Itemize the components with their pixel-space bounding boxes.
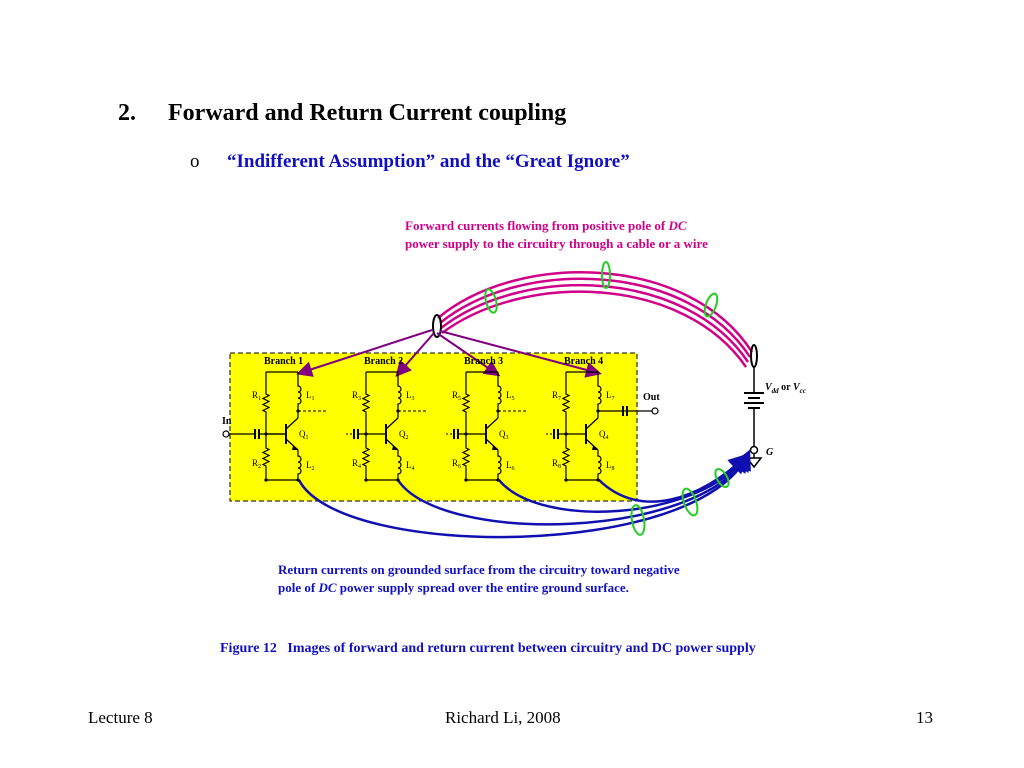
- branch-title-1: Branch 1: [264, 356, 304, 367]
- forward-coupling-loops: [483, 262, 720, 318]
- forward-note-dc: DC: [668, 218, 687, 233]
- dc-supply: [744, 367, 764, 467]
- branch-title-2: Branch 2: [364, 356, 404, 367]
- l-top-label-1: $L_1$: [306, 390, 315, 402]
- forward-note-line2: power supply to the circuitry through a cable or a wire: [405, 236, 708, 251]
- in-label: In: [222, 416, 232, 427]
- subheading-text: “Indifferent Assumption” and the “Great Ignore”: [227, 151, 630, 172]
- forward-connector-right: [751, 345, 757, 367]
- forward-current-note: [405, 217, 785, 253]
- r-bot-label-1: $R_2$: [252, 458, 262, 470]
- r-top-label-4: $R_7$: [552, 390, 562, 402]
- heading-text: Forward and Return Current coupling: [168, 100, 567, 126]
- footer-left: Lecture 8: [88, 708, 153, 727]
- return-note-line2-post: power supply spread over the entire ground surface.: [336, 580, 629, 595]
- return-note-line1: Return currents on grounded surface from the circuitry toward negative: [278, 562, 680, 577]
- out-label: Out: [643, 392, 660, 403]
- r-bot-label-3: $R_6$: [452, 458, 462, 470]
- r-top-label-2: $R_3$: [352, 390, 362, 402]
- l-bot-label-4: $L_8$: [606, 460, 615, 472]
- q-label-3: $Q_3$: [499, 429, 509, 441]
- footer-center: Richard Li, 2008: [445, 708, 561, 727]
- supply-label: $V_{dd}$ or $V_{cc}$: [765, 382, 806, 395]
- footer-page-number: 13: [916, 708, 933, 727]
- circuit-board: [230, 353, 637, 501]
- r-top-label-3: $R_5$: [452, 390, 462, 402]
- return-current-note: [278, 561, 778, 597]
- branch-title-4: Branch 4: [564, 356, 604, 367]
- l-bot-label-2: $L_4$: [406, 460, 415, 472]
- bullet-icon: o: [190, 151, 200, 172]
- r-top-label-1: $R_1$: [252, 390, 262, 402]
- l-top-label-4: $L_7$: [606, 390, 615, 402]
- figure-caption: Figure 12 Images of forward and return current between circuitry and DC power supply: [220, 641, 756, 656]
- r-bot-label-4: $R_8$: [552, 458, 562, 470]
- q-label-2: $Q_2$: [399, 429, 409, 441]
- l-top-label-3: $L_5$: [506, 390, 515, 402]
- q-label-4: $Q_4$: [599, 429, 609, 441]
- return-note-line2-pre: pole of: [278, 580, 319, 595]
- l-top-label-2: $L_3$: [406, 390, 415, 402]
- l-bot-label-3: $L_6$: [506, 460, 515, 472]
- forward-note-line1: Forward currents flowing from positive pole of: [405, 218, 669, 233]
- l-bot-label-1: $L_2$: [306, 460, 315, 472]
- q-label-1: $Q_1$: [299, 429, 309, 441]
- ground-label: G: [766, 447, 774, 458]
- return-note-dc: DC: [318, 580, 337, 595]
- r-bot-label-2: $R_4$: [352, 458, 362, 470]
- branch-title-3: Branch 3: [464, 356, 504, 367]
- heading-number: 2.: [118, 100, 136, 126]
